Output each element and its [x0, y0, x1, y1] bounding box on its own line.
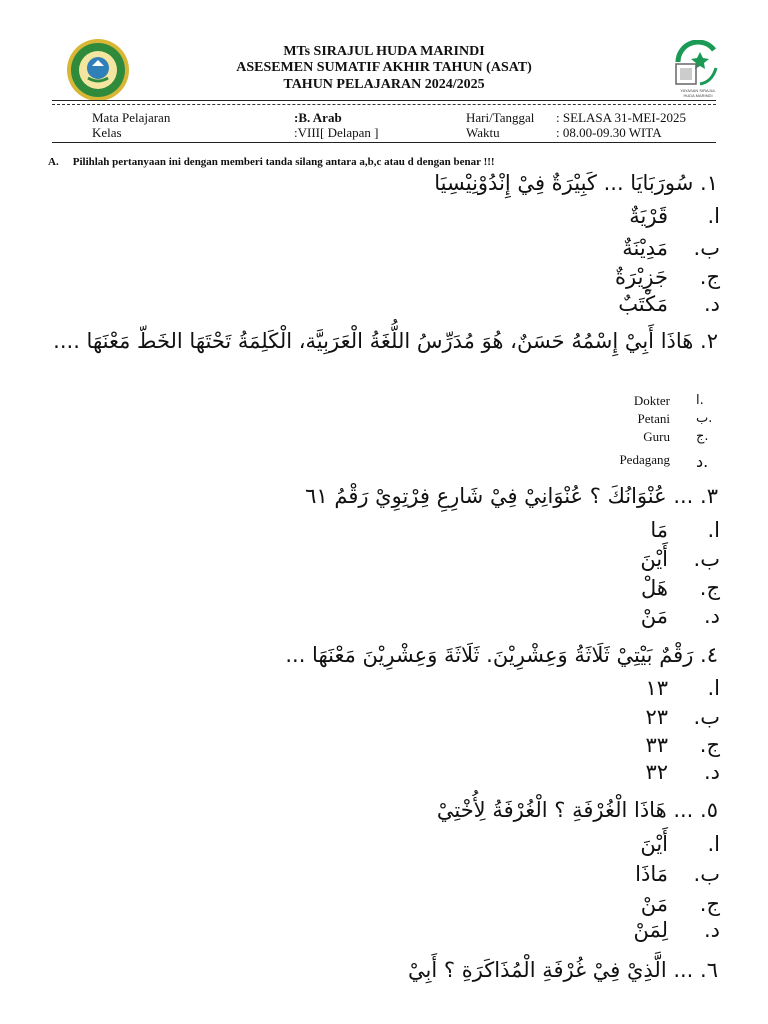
option-label: ا. [696, 393, 704, 408]
q2-option-d[interactable] [600, 452, 718, 470]
option-text: أَيْنَ [640, 547, 668, 571]
option-label: ج. [699, 892, 720, 916]
date-value: : SELASA 31-MEI-2025 [556, 110, 686, 125]
option-text: مَا [650, 518, 668, 542]
subject-value: :B. Arab [294, 110, 342, 125]
option-text: Petani [637, 411, 670, 426]
option-label: ب. [696, 411, 713, 426]
question-2: ٢. هَاذَا أَبِيْ إِسْمُهُ حَسَنٌ، هُوَ مُدَرِّسُ اللُّغَةُ الْعَرَبِيَّة، الْكَلِمَةُ تَحْتَهَا الخَطّ مَعْنَهَا .... [53, 329, 718, 353]
q2-option-a[interactable] [600, 393, 718, 409]
option-text: مَنْ [640, 604, 668, 628]
option-text: مَكْتَبٌ [618, 292, 668, 316]
question-1: ١. سُورَبَايَا ... كَبِيْرَةٌ فِيْ إِنْدُوْنِيْسِيَا [434, 171, 718, 195]
q5-option-d[interactable] [600, 918, 720, 948]
option-label: ج. [696, 429, 709, 444]
option-label: ا. [707, 676, 720, 700]
option-label: د. [703, 292, 720, 316]
option-label: ا. [707, 518, 720, 542]
time-value: : 08.00-09.30 WITA [556, 125, 662, 140]
option-text: قَرْيَةٌ [629, 204, 668, 228]
option-text: جَزِيْرَةٌ [614, 265, 668, 289]
option-label: ب. [693, 862, 720, 886]
option-text: Pedagang [619, 452, 670, 467]
q2-option-b[interactable] [600, 411, 718, 427]
meta-rule-bottom [52, 142, 716, 143]
option-text: Guru [643, 429, 670, 444]
option-text: أَيْنَ [640, 832, 668, 856]
subject-label: Mata Pelajaran [92, 110, 171, 125]
option-label: ج. [699, 265, 720, 289]
option-label: ب. [693, 705, 720, 729]
option-text: ٣٣ [645, 733, 668, 757]
option-text: مَاذَا [635, 862, 668, 886]
option-label: ب. [693, 547, 720, 571]
time-label: Waktu [466, 125, 500, 140]
school-name: MTs SIRAJUL HUDA MARINDI [283, 44, 485, 59]
option-label: ج. [699, 733, 720, 757]
instruction-letter: A. [48, 156, 59, 168]
foundation-logo-text: YAYASAN SIRAJUL HUDA MARINDI [680, 88, 716, 98]
date-label: Hari/Tanggal [466, 110, 535, 125]
instruction [48, 156, 495, 168]
q1-option-c[interactable] [600, 265, 720, 295]
option-label: د. [703, 604, 720, 628]
class-value: :VIII[ Delapan ] [294, 125, 379, 140]
option-label: د. [703, 760, 720, 784]
option-label: ب. [693, 236, 720, 260]
question-6: ٦. ... الَّذِيْ فِيْ غُرْفَةِ الْمُذَاكَرَةِ ؟ أَبِيْ [408, 958, 718, 982]
option-text: ٣٢ [645, 760, 668, 784]
class-label: Kelas [92, 125, 122, 140]
option-text: Dokter [633, 393, 670, 408]
exam-title: ASESEMEN SUMATIF AKHIR TAHUN (ASAT) [236, 60, 532, 75]
option-text: هَلْ [641, 576, 668, 600]
q4-option-b[interactable] [600, 705, 720, 735]
option-label: ج. [699, 576, 720, 600]
option-text: ١٣ [645, 676, 668, 700]
header-rule-dashed [52, 104, 716, 105]
q4-option-c[interactable] [600, 733, 720, 763]
q3-option-a[interactable] [600, 518, 720, 548]
q5-option-b[interactable] [600, 862, 720, 892]
q1-option-a[interactable] [600, 204, 720, 234]
exam-header [0, 0, 768, 110]
academic-year: TAHUN PELAJARAN 2024/2025 [283, 77, 485, 92]
option-text: مَدِيْنَةٌ [622, 236, 668, 260]
option-label: ا. [707, 832, 720, 856]
header-rule-top [52, 100, 716, 101]
q5-option-a[interactable] [600, 832, 720, 862]
question-3: ٣. ... عُنْوَانُكَ ؟ عُنْوَانِيْ فِيْ شَارِعِ فِرْتِوِيْ رَقْمُ ٦١ [305, 484, 718, 508]
option-text: مَنْ [640, 892, 668, 916]
q1-option-b[interactable] [600, 236, 720, 266]
q3-option-c[interactable] [600, 576, 720, 606]
question-5: ٥. ... هَاذَا الْغُرْفَةِ ؟ الْغُرْفَةُ لِأُخْتِيْ [436, 798, 718, 822]
q4-option-d[interactable] [600, 760, 720, 790]
q4-option-a[interactable] [600, 676, 720, 706]
option-label: د. [696, 452, 709, 471]
option-label: د. [703, 918, 720, 942]
option-text: لِمَنْ [633, 918, 668, 942]
q3-option-b[interactable] [600, 547, 720, 577]
question-4: ٤. رَقْمٌ بَيْتِيْ ثَلَاثَةُ وَعِشْرِيْنَ. ثَلَاثَةَ وَعِشْرِيْنَ مَعْنَهَا ... [285, 643, 718, 667]
option-label: ا. [707, 204, 720, 228]
q2-option-c[interactable] [600, 429, 718, 445]
instruction-text: Pilihlah pertanyaan ini dengan memberi tanda silang antara a,b,c atau d dengan benar !!! [72, 156, 495, 168]
q1-option-d[interactable] [600, 292, 720, 322]
q3-option-d[interactable] [600, 604, 720, 634]
option-text: ٢٣ [645, 705, 668, 729]
